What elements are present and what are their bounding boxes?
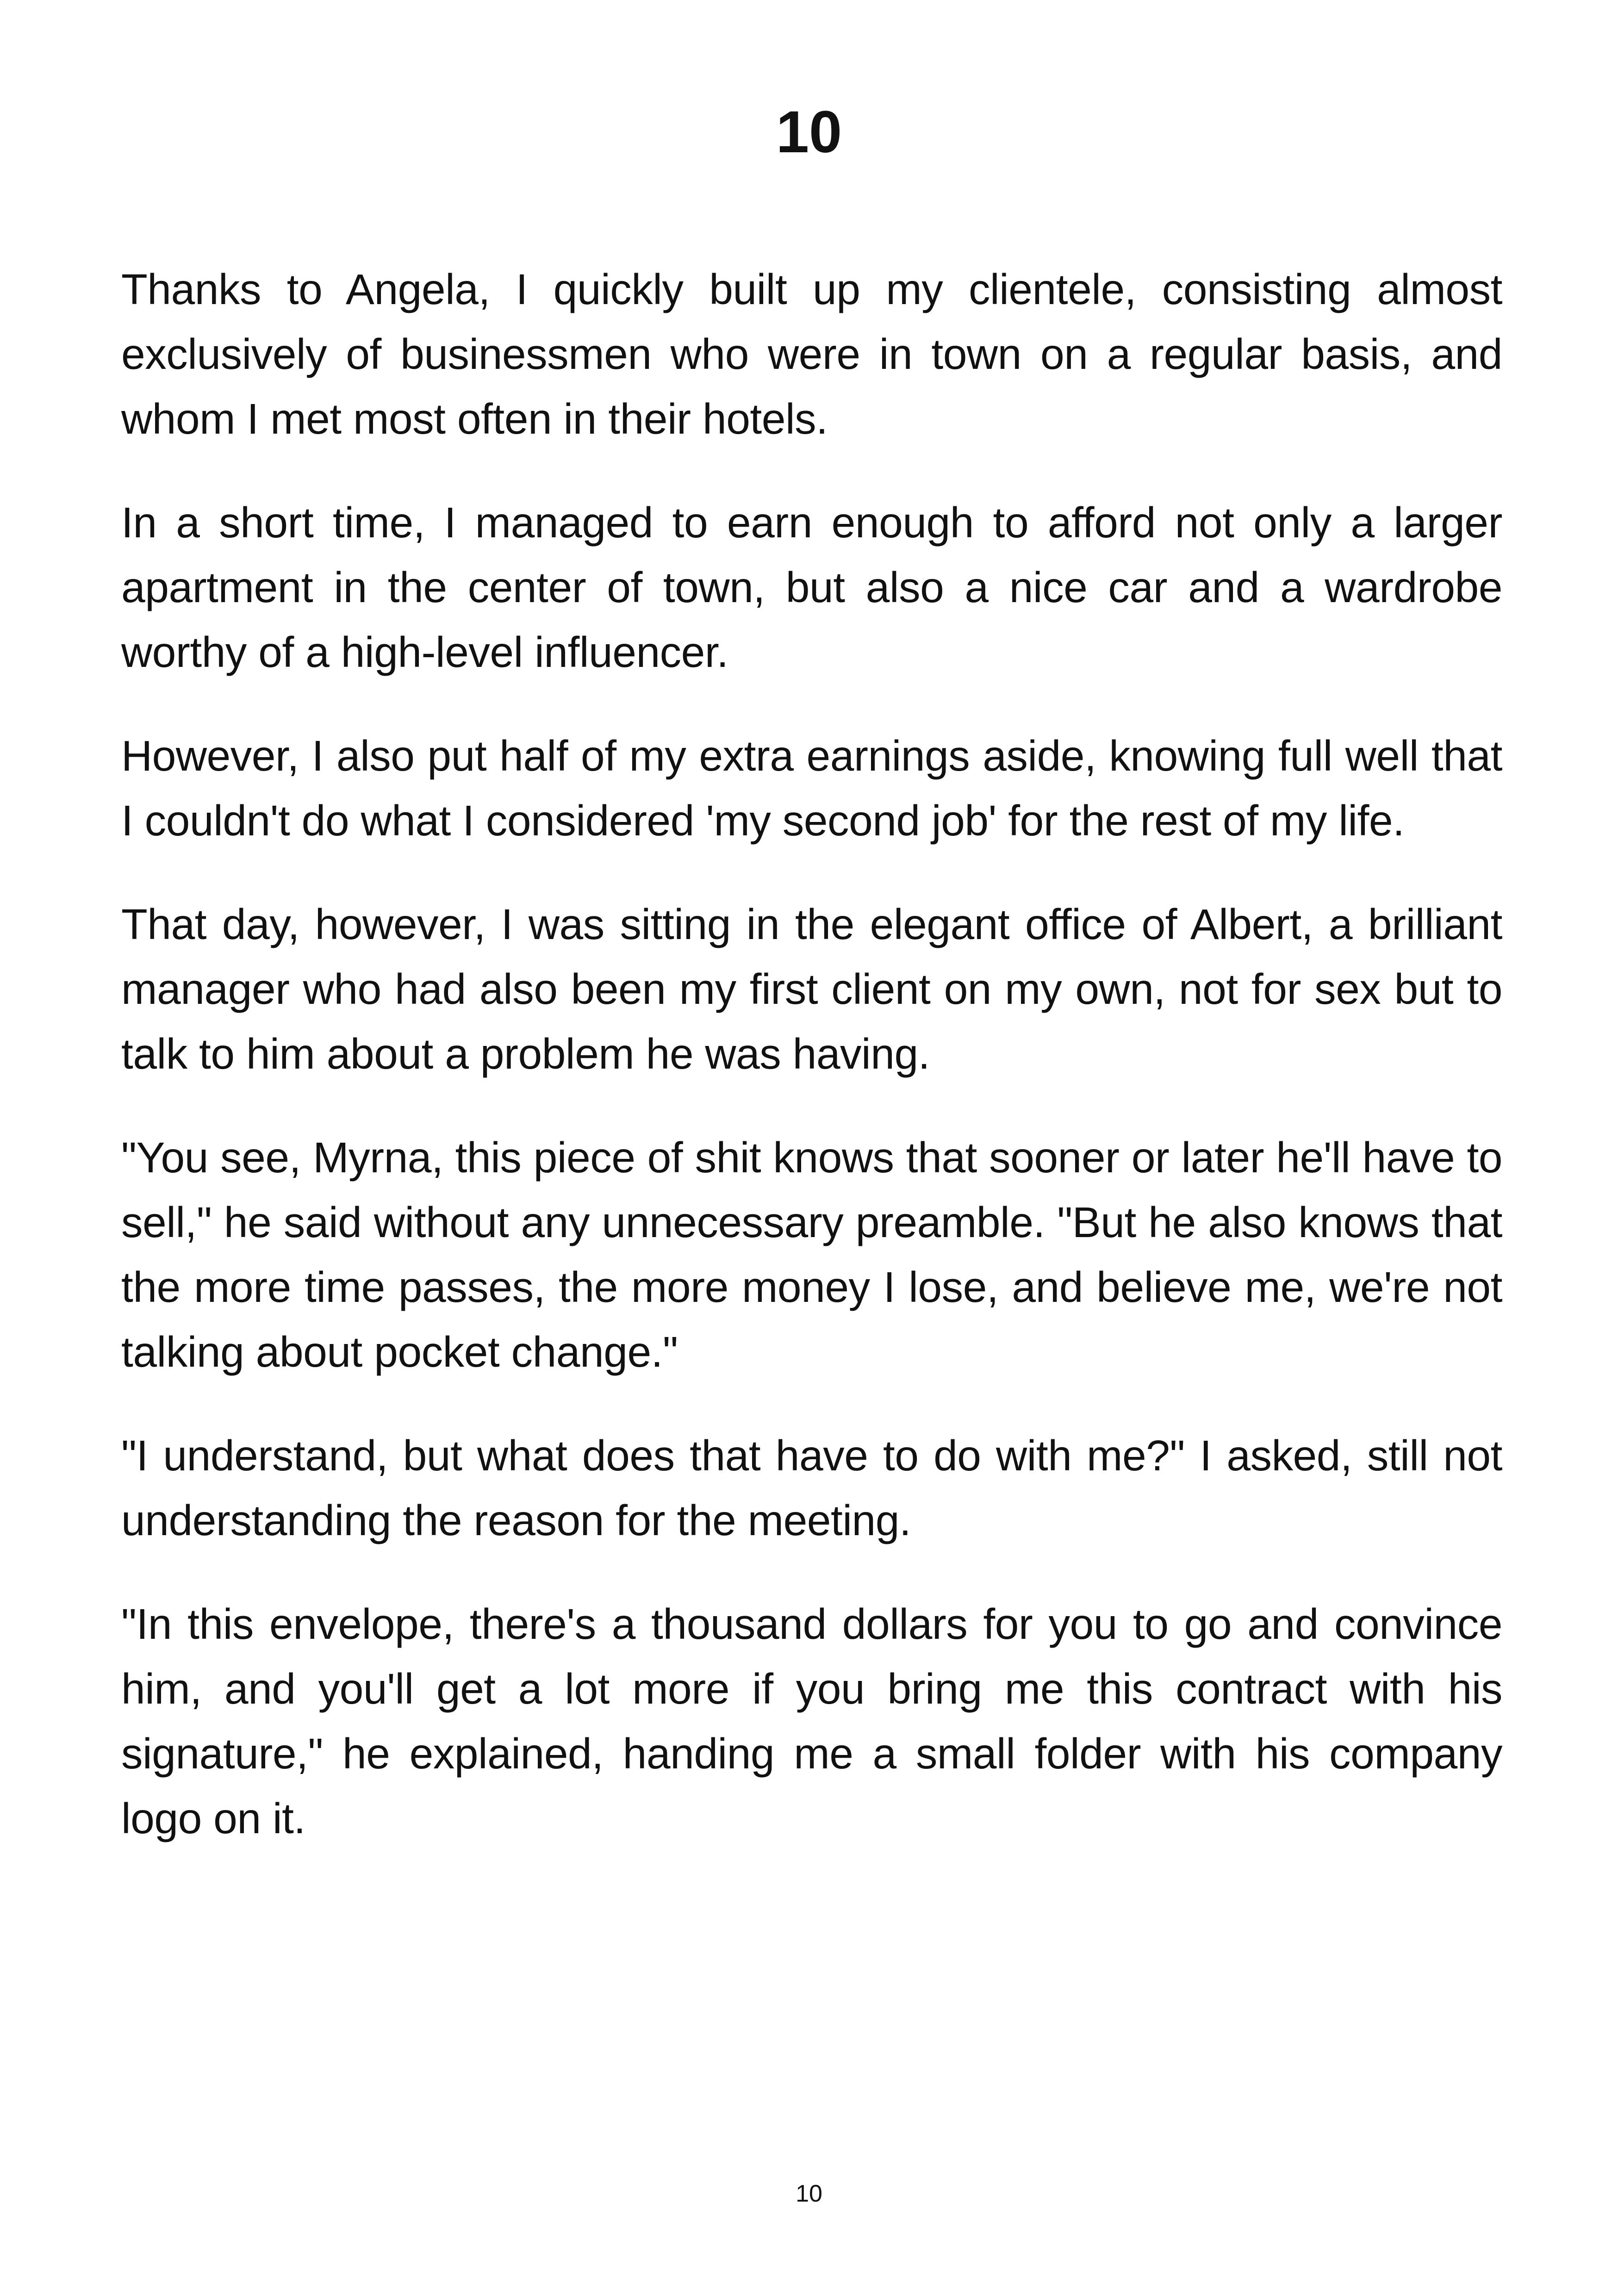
paragraph: "I understand, but what does that have to do with me?" I asked, still not understanding the reason for the meeting.: [121, 1431, 1502, 1544]
paragraph: However, I also put half of my extra earnings aside, knowing full well that I couldn't do what I considered 'my second job' for the rest of my life.: [121, 732, 1502, 845]
paragraph: "You see, Myrna, this piece of shit knows that sooner or later he'll have to sell," he said without any unnecessary preamble. "But he also knows that the more time passes, the more money I lose, and believe me, we're not talking about pocket change.": [121, 1133, 1502, 1376]
chapter-title: 10: [776, 99, 842, 165]
paragraph: That day, however, I was sitting in the elegant office of Albert, a brilliant manager who had also been my first client on my own, not for sex but to talk to him about a problem he was having.: [121, 900, 1502, 1078]
paragraph: Thanks to Angela, I quickly built up my clientele, consisting almost exclusively of businessmen who were in town on a regular basis, and whom I met most often in their hotels.: [121, 265, 1502, 443]
paragraph: In a short time, I managed to earn enough to afford not only a larger apartment in the center of town, but also a nice car and a wardrobe worthy of a high-level influencer.: [121, 498, 1502, 676]
page-number: 10: [796, 2180, 822, 2207]
chapter-body: [121, 257, 1502, 1890]
paragraph: "In this envelope, there's a thousand dollars for you to go and convince him, and you'll get a lot more if you bring me this contract with his signature," he explained, handing me a small folder with his company logo on it.: [121, 1600, 1502, 1842]
